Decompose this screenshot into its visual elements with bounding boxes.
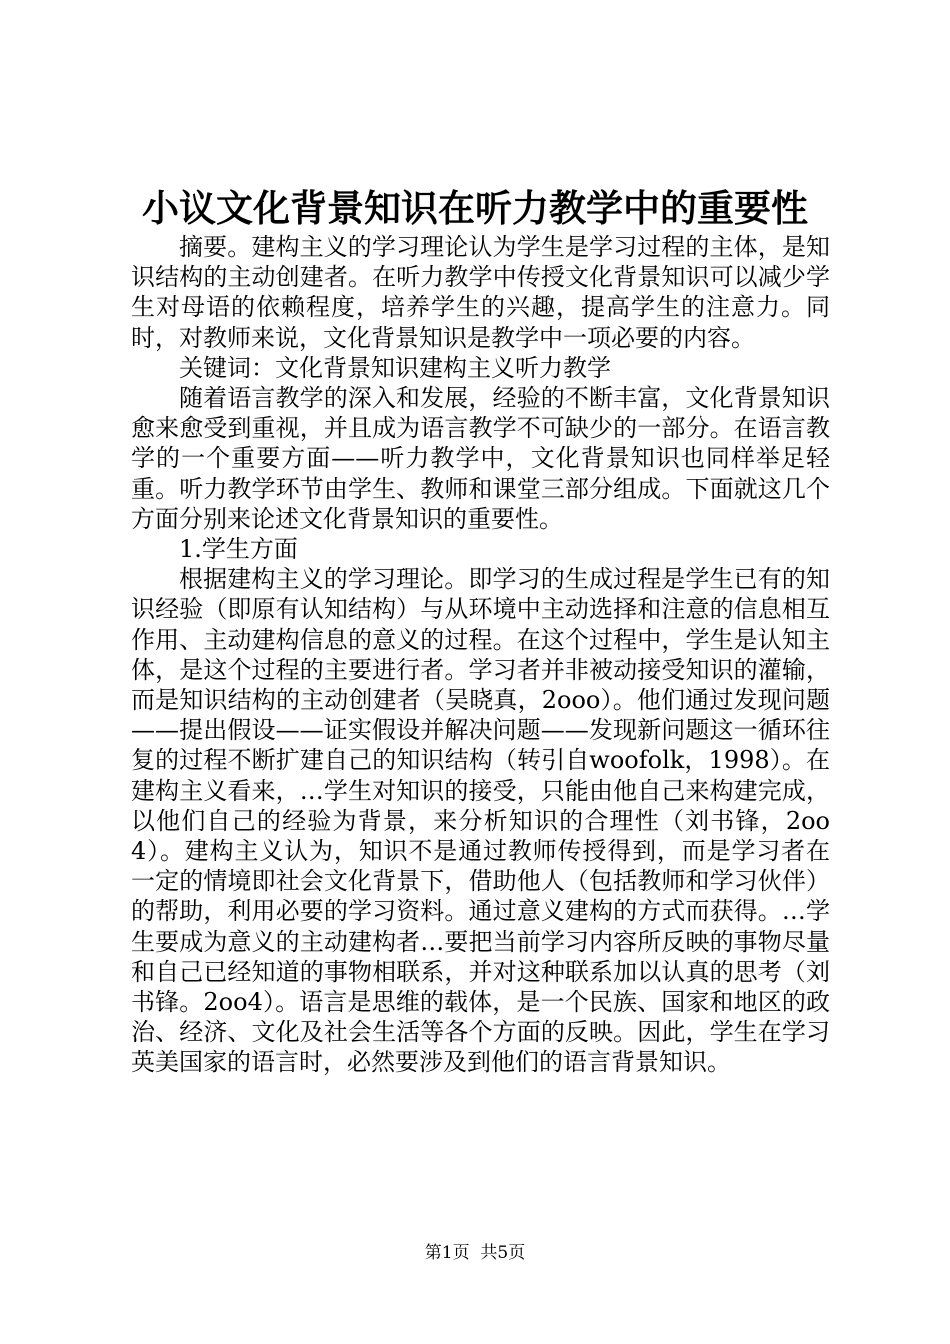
abstract-paragraph: 摘要。建构主义的学习理论认为学生是学习过程的主体，是知识结构的主动创建者。在听力教学中传授文化背景知识可以减少学生对母语的依赖程度，培养学生的兴趣，提高学生的注意力。同时，对教师来说，文化背景知识是教学中一项必要的内容。 (131, 233, 830, 352)
section-heading-students: 1.学生方面 (179, 535, 298, 564)
page-number-label: 第1页 共5页 (424, 1243, 526, 1263)
body-paragraph: 根据建构主义的学习理论。即学习的生成过程是学生已有的知识经验（即原有认知结构）与从环境中主动选择和注意的信息相互作用、主动建构信息的意义的过程。在这个过程中，学生是认知主体，是这个过程的主要进行者。学习者并非被动接受知识的灌输，而是知识结构的主动创建者（吴晓真，2ooo）。他们通过发现问题——提出假设——证实假设并解决问题——发现新问题这一循环往复的过程不断扩建自己的知识结构（转引自woofolk，1998）。在建构主义看来，…学生对知识的接受，只能由他自己来构建完成，以他们自己的经验为背景，来分析知识的合理性（刘书锋，2oo4）。建构主义认为，知识不是通过教师传授得到，而是学习者在一定的情境即社会文化背景下，借助他人（包括教师和学习伙伴）的帮助，利用必要的学习资料。通过意义建构的方式而获得。…学生要成为意义的主动建构者…要把当前学习内容所反映的事物尽量和自己已经知道的事物相联系，并对这种联系加以认真的思考（刘书锋。2oo4）。语言是思维的载体，是一个民族、国家和地区的政治、经济、文化及社会生活等各个方面的反映。因此，学生在学习英美国家的语言时，必然要涉及到他们的语言背景知识。 (131, 565, 830, 1077)
intro-paragraph: 随着语言教学的深入和发展，经验的不断丰富，文化背景知识愈来愈受到重视，并且成为语言教学不可缺少的一部分。在语言教学的一个重要方面——听力教学中，文化背景知识也同样举足轻重。听力教学环节由学生、教师和课堂三部分组成。下面就这几个方面分别来论述文化背景知识的重要性。 (131, 384, 830, 533)
document-body (131, 232, 830, 1078)
document-title: 小议文化背景知识在听力教学中的重要性 (142, 186, 808, 230)
keywords-paragraph: 关键词：文化背景知识建构主义听力教学 (179, 353, 611, 382)
page-footer (0, 1241, 950, 1265)
